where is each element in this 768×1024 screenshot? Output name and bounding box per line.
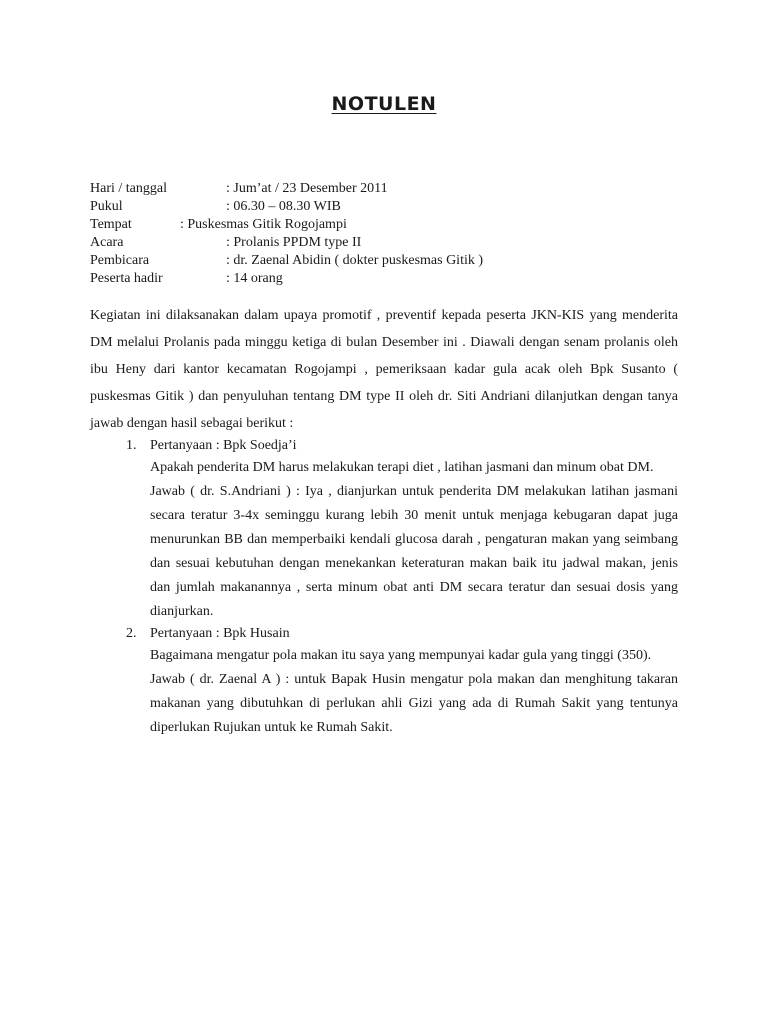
qa-answer: Jawab ( dr. S.Andriani ) : Iya , dianjurkan untuk penderita DM melakukan latihan jasmani secara teratur 3-4x seminggu kurang lebih 30 menit untuk menjaga kebugaran dapat juga menurunkan BB dan memperbaiki kendali glucosa darah , pengaturan makan yang seimbang dan sesuai kebutuhan dengan menekankan keteraturan makan baik itu jadwal makan, jenis dan jumlah makanannya , serta minum obat anti DM secara teratur dan sesuai dosis yang dianjurkan. (150, 484, 678, 619)
qa-number: 2. (126, 626, 137, 641)
qa-list (90, 436, 678, 740)
info-value: : 14 orang (226, 271, 283, 286)
qa-answer: Jawab ( dr. Zaenal A ) : untuk Bapak Husin mengatur pola makan dan menghitung takaran makanan yang dibutuhkan di perlukan ahli Gizi yang ada di Rumah Sakit yang tentunya diperlukan Rujukan untuk ke Rumah Sakit. (150, 672, 678, 735)
info-label: Hari / tanggal (90, 181, 167, 196)
info-label: Pukul (90, 199, 123, 214)
info-label: Pembicara (90, 253, 150, 268)
qa-question: Bagaimana mengatur pola makan itu saya yang mempunyai kadar gula yang tinggi (350). (150, 648, 652, 663)
info-value: : Jum’at / 23 Desember 2011 (226, 181, 388, 196)
qa-number: 1. (126, 438, 137, 453)
qa-asker: Pertanyaan : Bpk Soedja’i (150, 438, 297, 453)
qa-item (90, 436, 678, 624)
qa-asker: Pertanyaan : Bpk Husain (150, 626, 290, 641)
info-value: : dr. Zaenal Abidin ( dokter puskesmas Gitik ) (226, 253, 484, 268)
info-value: : Puskesmas Gitik Rogojampi (180, 217, 347, 232)
qa-item (90, 624, 678, 740)
document-title: NOTULEN (331, 93, 437, 115)
info-label: Tempat (90, 217, 132, 232)
info-label: Acara (90, 235, 124, 250)
intro-paragraph: Kegiatan ini dilaksanakan dalam upaya promotif , preventif kepada peserta JKN-KIS yang menderita DM melalui Prolanis pada minggu ketiga di bulan Desember ini . Diawali dengan senam prolanis oleh ibu Heny dari kantor kecamatan Rogojampi , pemeriksaan kadar gula acak oleh Bpk Susanto ( puskesmas Gitik ) dan penyuluhan tentang DM type II oleh dr. Siti Andriani dilanjutkan dengan tanya jawab dengan hasil sebagai berikut : (90, 308, 678, 431)
info-value: : 06.30 – 08.30 WIB (226, 199, 341, 214)
info-label: Peserta hadir (90, 271, 163, 286)
qa-question: Apakah penderita DM harus melakukan terapi diet , latihan jasmani dan minum obat DM. (150, 460, 654, 475)
info-value: : Prolanis PPDM type II (226, 235, 362, 250)
